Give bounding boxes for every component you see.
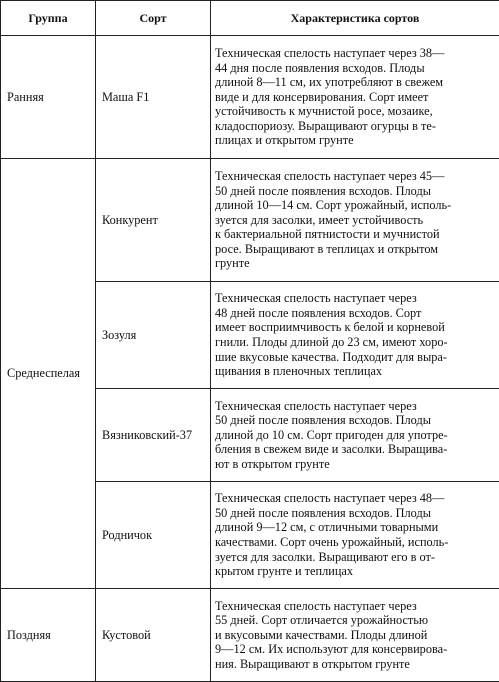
group-late: Поздняя xyxy=(1,589,96,682)
table-row xyxy=(1,589,499,682)
variety-name: Зозуля xyxy=(96,282,211,389)
group-mid: Среднеспелая xyxy=(1,159,96,589)
header-characteristic: Характеристика сортов xyxy=(211,1,499,36)
group-early: Ранняя xyxy=(1,36,96,159)
variety-description: Техническая спелость наступает через 50 дней после появления всходов. Плоды длиной до 10 см. Сорт пригоден для употре- бления в свежем виде и засолки. Выращива- ют в открытом грунте xyxy=(211,389,499,482)
table-row xyxy=(1,36,499,159)
variety-description: Техническая спелость наступает через 55 дней. Сорт отличается урожайностью и вкусовыми качествами. Плоды длиной 9—12 см. Их используют для консервирова- ния. Выращивают в открытом грунте xyxy=(211,589,499,682)
variety-name: Маша F1 xyxy=(96,36,211,159)
variety-description: Техническая спелость наступает через 48— 50 дней после появления всходов. Плоды длиной 9—12 см, с отличными товарными качествами. Сорт очень урожайный, исполь- зуется для засолки. Выращивают его в от- крытом грунте и теплицах xyxy=(211,482,499,589)
variety-description: Техническая спелость наступает через 48 дней после появления всходов. Сорт имеет восприимчивость к белой и корневой гнили. Плоды длиной до 23 см, имеют хоро- шие вкусовые качества. Подходит для выра- щивания в пленочных теплицах xyxy=(211,282,499,389)
variety-description: Техническая спелость наступает через 45— 50 дней после появления всходов. Плоды длиной 10—14 см. Сорт урожайный, исполь- зуется для засолки, имеет устойчивость к бактериальной пятнистости и мучнистой росе. Выращивают в теплицах и открытом грунте xyxy=(211,159,499,282)
variety-name: Вязниковский-37 xyxy=(96,389,211,482)
header-group: Группа xyxy=(1,1,96,36)
variety-name: Родничок xyxy=(96,482,211,589)
table-row xyxy=(1,159,499,282)
table-header-row xyxy=(1,1,499,36)
variety-name: Конкурент xyxy=(96,159,211,282)
variety-description: Техническая спелость наступает через 38— 44 дня после появления всходов. Плоды длиной 8—11 см, их употребляют в свежем виде и для консервирования. Сорт имеет устойчивость к мучнистой росе, мозаике, кладоспориозу. Выращивают огурцы в те- плицах и открытом грунте xyxy=(211,36,499,159)
variety-name: Кустовой xyxy=(96,589,211,682)
header-variety: Сорт xyxy=(96,1,211,36)
